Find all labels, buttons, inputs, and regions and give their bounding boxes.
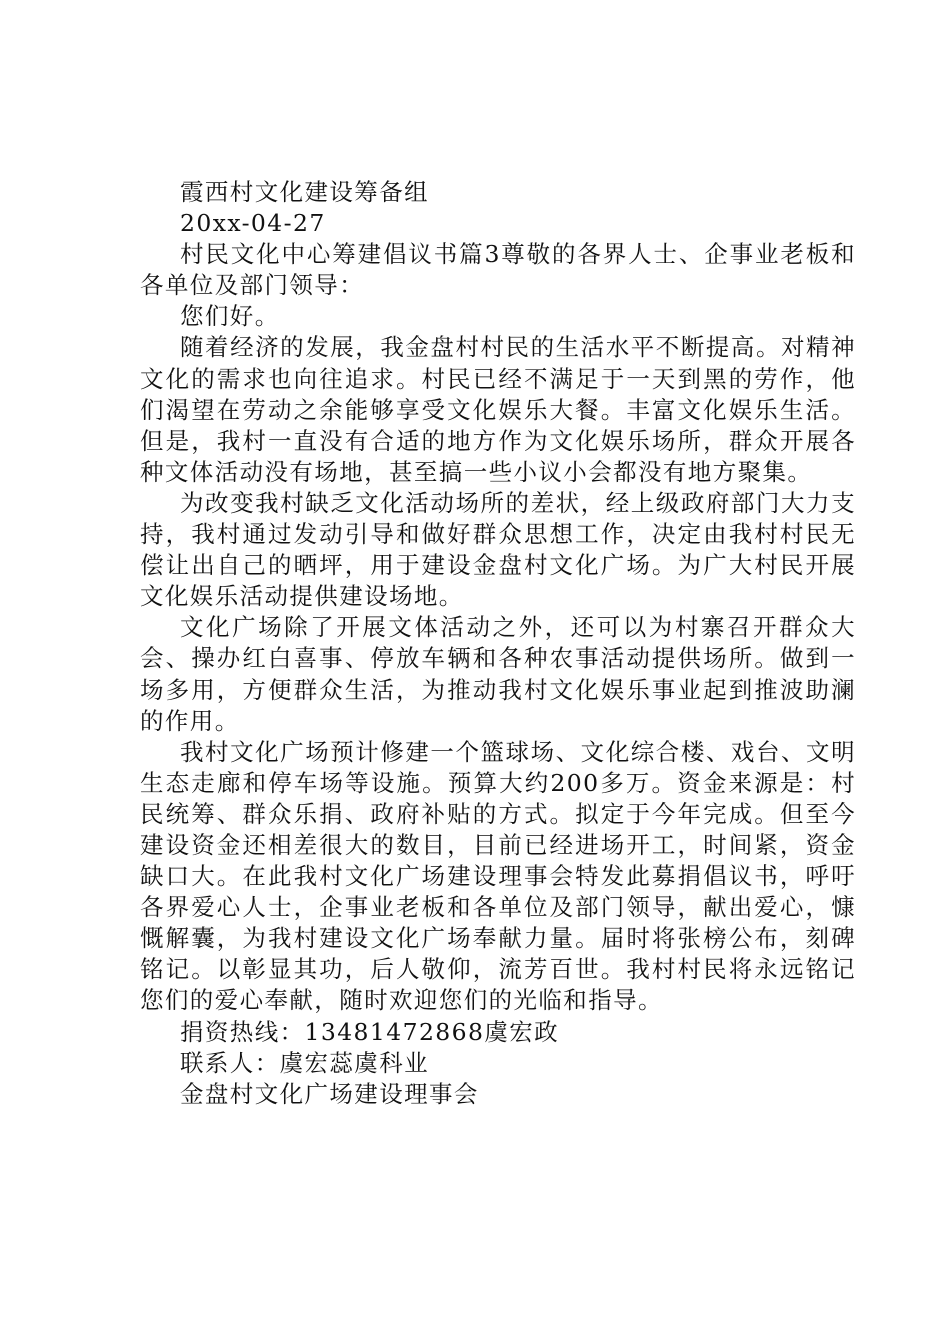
contact-persons: 联系人：虞宏蕊虞科业 (180, 1048, 429, 1077)
paragraph-2: 为改变我村缺乏文化活动场所的差状，经上级政府部门大力支持，我村通过发动引导和做好群众思想工作，决定由我村村民无偿让出自己的晒坪，用于建设金盘村文化广场。为广大村民开展文化娱乐活动提供建设场地。 (140, 488, 856, 611)
donation-hotline: 捐资热线：13481472868虞宏政 (180, 1017, 560, 1046)
document-date: 20xx-04-27 (180, 209, 326, 238)
paragraph-1: 随着经济的发展，我金盘村村民的生活水平不断提高。对精神文化的需求也向往追求。村民已经不满足于一天到黑的劳作，他们渴望在劳动之余能够享受文化娱乐大餐。丰富文化娱乐生活。但是，我村一直没有合适的地方作为文化娱乐场所，群众开展各种文体活动没有场地，甚至搞一些小议小会都没有地方聚集。 (140, 333, 856, 486)
document-page (140, 177, 856, 1110)
organizer-name: 霞西村文化建设筹备组 (180, 178, 429, 206)
signature: 金盘村文化广场建设理事会 (180, 1079, 479, 1108)
paragraph-3: 文化广场除了开展文体活动之外，还可以为村寨召开群众大会、操办红白喜事、停放车辆和各种农事活动提供场所。做到一场多用，方便群众生活，为推动我村文化娱乐事业起到推波助澜的作用。 (140, 613, 856, 735)
greeting: 您们好。 (180, 302, 280, 331)
letter-title: 村民文化中心筹建倡议书篇3尊敬的各界人士、企事业老板和各单位及部门领导： (140, 240, 856, 300)
paragraph-4: 我村文化广场预计修建一个篮球场、文化综合楼、戏台、文明生态走廊和停车场等设施。预算大约200多万。资金来源是：村民统筹、群众乐捐、政府补贴的方式。拟定于今年完成。但至今建设资金还相差很大的数目，目前已经进场开工，时间紧，资金缺口大。在此我村文化广场建设理事会特发此募捐倡议书，呼吁各界爱心人士，企事业老板和各单位及部门领导，献出爱心，慷慨解囊，为我村建设文化广场奉献力量。届时将张榜公布，刻碑铭记。以彰显其功，后人敬仰，流芳百世。我村村民将永远铭记您们的爱心奉献，随时欢迎您们的光临和指导。 (140, 737, 856, 1015)
